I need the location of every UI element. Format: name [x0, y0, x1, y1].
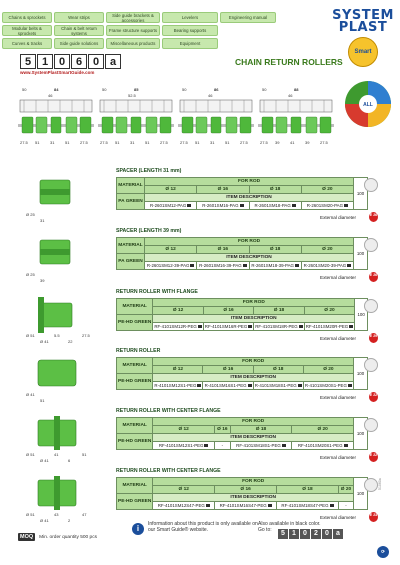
item-code-text: R-2601SM20-PAG: [306, 203, 344, 208]
roller: [211, 117, 221, 133]
item-code-text: -: [221, 443, 224, 448]
rod-size: Ø 12: [145, 186, 197, 194]
chain-plate: [260, 100, 332, 112]
goto-digit: 5: [278, 529, 288, 539]
rod-size: Ø 12: [153, 426, 215, 434]
chain-drawing: [98, 87, 174, 145]
item-code[interactable]: [304, 323, 354, 331]
rod-size: Ø 16: [197, 246, 249, 254]
roller: [80, 117, 91, 133]
drawing-bottom-dim: 51: [195, 140, 200, 145]
chain-assembly-drawings: [18, 86, 338, 154]
item-table: [116, 357, 368, 390]
material-header: MATERIAL: [117, 178, 145, 194]
item-code[interactable]: [249, 262, 301, 270]
for-rod-header: FOR ROD: [153, 358, 354, 366]
configuration-icon[interactable]: [364, 238, 378, 252]
rod-size: Ø 16: [197, 186, 249, 194]
rod-size: Ø 16: [214, 426, 230, 434]
code-digit: 5: [20, 54, 36, 69]
item-code[interactable]: [153, 442, 215, 450]
item-code-text: RF-4101SM18S1-PEG: [236, 443, 281, 448]
roller: [196, 117, 207, 133]
drawing-bottom-dim: 51: [145, 140, 150, 145]
nav-button[interactable]: Miscellaneous products: [106, 38, 160, 49]
cart-icon[interactable]: [204, 444, 208, 447]
item-code[interactable]: [301, 202, 353, 210]
item-table: [116, 177, 368, 210]
info-icon: i: [132, 523, 144, 535]
part-drawing: [20, 348, 100, 404]
item-code[interactable]: [153, 502, 215, 510]
item-code-text: R-4101SM16S1-PEG: [204, 383, 247, 388]
chain-drawing: [178, 87, 254, 145]
item-code-text: RF-4101SM20R-PEG: [305, 324, 349, 329]
roller: [102, 117, 113, 133]
material-header: MATERIAL: [117, 418, 153, 434]
nav-button[interactable]: Engineering manual: [220, 12, 276, 23]
rod-size: Ø 20: [338, 486, 353, 494]
roller: [22, 117, 33, 133]
drawing-top-dim: 50: [22, 87, 27, 92]
rod-size: Ø 20: [292, 426, 354, 434]
part-dimension: 39: [40, 278, 45, 283]
quantity-cell: 100: [354, 358, 368, 390]
code-digit: 6: [71, 54, 87, 69]
roller: [131, 117, 141, 133]
product-section: [20, 289, 382, 347]
part-dimension: Ø 41: [40, 518, 49, 523]
svg-text:ALL: ALL: [363, 102, 373, 108]
external-diameter-label: External diameter: [320, 455, 357, 460]
rod-size: Ø 18: [249, 186, 301, 194]
chain-plate: [180, 100, 252, 112]
drawing-bottom-dim: 41: [290, 140, 295, 145]
diameter-tag: E 22: [369, 392, 378, 402]
part-drawing: [20, 228, 100, 284]
drawing-bottom-dim: 31: [210, 140, 215, 145]
item-code-text: RF-4101SM12S1-PEG: [158, 443, 204, 448]
item-code-text: R-4101SM12S1-PEG: [154, 383, 197, 388]
drawing-bottom-dim: 51: [65, 140, 70, 145]
drawing-tag: 85: [134, 87, 139, 92]
nav-button[interactable]: Bearing supports: [162, 25, 218, 36]
rod-size: Ø 20: [301, 246, 353, 254]
drawing-bottom-dim: 27.5: [100, 140, 108, 145]
rod-size: Ø 18: [253, 366, 303, 374]
material-value: PE-HD GREEN: [117, 315, 153, 331]
roller: [146, 117, 157, 133]
cart-icon[interactable]: [268, 504, 272, 507]
item-code-text: -: [345, 503, 347, 508]
cart-icon[interactable]: [206, 504, 210, 507]
item-code[interactable]: [203, 382, 253, 390]
rod-size: Ø 16: [215, 486, 277, 494]
item-code-text: RF-4101SM20S1-PEG: [297, 443, 343, 448]
cart-icon[interactable]: [197, 384, 201, 387]
also-available: Also available in black color.: [258, 521, 321, 527]
cart-icon[interactable]: [248, 384, 252, 387]
item-code-text: R-2601SM20-39-PAG: [303, 263, 347, 268]
part-flange: [54, 416, 60, 450]
diameter-tag: E 29: [369, 333, 378, 343]
material-value: PE-HD GREEN: [117, 434, 153, 450]
rod-size: Ø 16: [203, 366, 253, 374]
item-code-text: R-4101SM18S1-PEG: [254, 383, 297, 388]
roller: [291, 117, 301, 133]
part-drawing: [20, 168, 100, 224]
part-drawing: [20, 408, 100, 464]
item-code[interactable]: [277, 502, 339, 510]
cart-icon[interactable]: [344, 444, 348, 447]
cart-icon[interactable]: [330, 504, 334, 507]
part-drawing: [20, 468, 100, 524]
roller: [320, 117, 331, 133]
part-dimension: Ø 51: [26, 452, 35, 457]
roller: [262, 117, 273, 133]
roller: [240, 117, 251, 133]
item-table: [116, 417, 368, 450]
item-code[interactable]: [230, 442, 292, 450]
goto-digit: 0: [322, 529, 332, 539]
material-value: PE-HD GREEN: [117, 374, 153, 390]
material-value: PA GREEN: [117, 194, 145, 210]
item-code-text: RF-4101SM18R-PEG: [255, 324, 298, 329]
drawing-code: 46: [48, 93, 53, 98]
item-description-header: ITEM DESCRIPTION: [153, 315, 355, 323]
item-description-header: ITEM DESCRIPTION: [153, 434, 354, 442]
page-code-vertical: 51060a: [378, 478, 382, 490]
nav-button[interactable]: Modular belts & sprockets: [2, 25, 52, 36]
configuration-icon[interactable]: [364, 478, 378, 492]
part-drawing: [20, 289, 100, 345]
drawing-code: 46: [288, 93, 293, 98]
part-bore: [40, 249, 70, 255]
drawing-bottom-dim: 39: [305, 140, 310, 145]
chain-plate: [20, 100, 92, 112]
product-section: [20, 408, 382, 466]
chain-drawing: [258, 87, 334, 145]
rod-size: Ø 18: [254, 307, 304, 315]
drawing-top-dim: 50: [262, 87, 267, 92]
part-dimension: Ø 51: [26, 333, 35, 338]
product-code: [20, 54, 121, 69]
part-dimension: 5.5: [54, 333, 60, 338]
for-rod-header: FOR ROD: [153, 478, 354, 486]
item-code[interactable]: [249, 202, 301, 210]
cart-icon[interactable]: [292, 204, 296, 207]
for-rod-header: FOR ROD: [145, 238, 354, 246]
section-title: RETURN ROLLER WITH CENTER FLANGE: [116, 408, 221, 414]
part-flange: [38, 297, 44, 333]
cart-icon[interactable]: [295, 264, 299, 267]
item-code-text: RF-4101SM16S47-PEG: [219, 503, 267, 508]
part-dimension: 22: [68, 339, 73, 344]
configuration-icon[interactable]: [364, 358, 378, 372]
drawing-bottom-dim: 51: [115, 140, 120, 145]
part-dimension: Ø 51: [26, 512, 35, 517]
item-code[interactable]: [301, 262, 353, 270]
product-section: [20, 168, 382, 226]
item-code[interactable]: [197, 202, 249, 210]
material-value: PA GREEN: [117, 254, 145, 270]
part-dimension: 41: [54, 452, 59, 457]
section-title: RETURN ROLLER WITH CENTER FLANGE: [116, 468, 221, 474]
brand-name-line1: SYSTEM: [332, 8, 394, 23]
product-section: [20, 228, 382, 286]
drawing-bottom-dim: 51: [35, 140, 40, 145]
external-diameter-label: External diameter: [320, 336, 357, 341]
brand-name-line2: PLAST: [338, 20, 388, 35]
nav-button[interactable]: Equipment: [162, 38, 218, 49]
roller: [276, 117, 287, 133]
chain-drawing: [18, 87, 94, 145]
part-dimension: Ø 41: [40, 339, 49, 344]
diameter-tag: E 26: [369, 212, 378, 222]
drawing-code: 46: [208, 93, 213, 98]
product-section: [20, 468, 382, 526]
code-digit: a: [105, 54, 121, 69]
category-navigation: [2, 12, 280, 49]
code-digit: 1: [37, 54, 53, 69]
section-title: SPACER (LENGTH 39 mm): [116, 228, 182, 234]
nav-button[interactable]: Frame structure supports: [106, 25, 160, 36]
rod-size: Ø 12: [153, 307, 203, 315]
external-diameter-label: External diameter: [320, 215, 357, 220]
cart-icon[interactable]: [187, 204, 191, 207]
part-dimension: 27.5: [82, 333, 90, 338]
cart-icon[interactable]: [348, 384, 352, 387]
page-number-badge: ⟳: [377, 546, 389, 558]
drawing-bottom-dim: 27.5: [160, 140, 168, 145]
part-dimension: 43: [54, 512, 59, 517]
website-link[interactable]: www.SystemPlastSmartGuide.com: [20, 70, 95, 75]
material-header: MATERIAL: [117, 238, 145, 254]
drawing-tag: 84: [54, 87, 59, 92]
item-code[interactable]: [203, 323, 253, 331]
configuration-icon[interactable]: [364, 418, 378, 432]
part-dimension: 31: [40, 218, 45, 223]
drawing-bottom-dim: 27.5: [20, 140, 28, 145]
smart-guide-badge: Smart: [348, 37, 378, 67]
page-title: CHAIN RETURN ROLLERS: [235, 57, 343, 67]
part-flange: [54, 476, 60, 510]
cart-icon[interactable]: [190, 264, 194, 267]
code-digit: 0: [88, 54, 104, 69]
item-code[interactable]: [338, 502, 353, 510]
moq-text: Min. order quantity 500 pcs: [39, 534, 98, 540]
roller: [36, 117, 47, 133]
configuration-icon[interactable]: [364, 299, 378, 313]
moq-note: [18, 533, 97, 541]
moq-icon: MOQ: [20, 534, 34, 540]
nav-button[interactable]: Side guide brackets & accessories: [106, 12, 160, 23]
item-table: [116, 237, 368, 270]
drawing-bottom-dim: 27.5: [320, 140, 328, 145]
item-code[interactable]: [145, 202, 197, 210]
rod-size: Ø 20: [303, 366, 353, 374]
cart-icon[interactable]: [282, 444, 286, 447]
goto-digit: 1: [289, 529, 299, 539]
drawing-top-dim: 50: [102, 87, 107, 92]
item-table: [116, 298, 368, 331]
item-code-text: RF-4101SM12S47-PEG: [157, 503, 205, 508]
item-code-text: RF-4101SM12R-PEG: [154, 324, 197, 329]
external-diameter-label: External diameter: [320, 395, 357, 400]
item-code[interactable]: [253, 382, 303, 390]
drawing-tag: 88: [294, 87, 299, 92]
cart-icon[interactable]: [240, 204, 244, 207]
item-code[interactable]: [197, 262, 249, 270]
part-bore: [40, 189, 70, 195]
material-header: MATERIAL: [117, 358, 153, 374]
cart-icon[interactable]: [198, 325, 202, 328]
cart-icon[interactable]: [299, 325, 303, 328]
item-description-header: ITEM DESCRIPTION: [145, 194, 354, 202]
external-diameter-label: External diameter: [320, 275, 357, 280]
part-dimension: 51: [40, 398, 45, 403]
quantity-cell: 100: [355, 299, 368, 331]
part-dimension: 6: [68, 458, 71, 463]
rod-size: Ø 16: [203, 307, 253, 315]
nav-button[interactable]: Chain & belt return systems: [54, 25, 104, 36]
item-code[interactable]: [214, 442, 230, 450]
rod-size: Ø 12: [145, 246, 197, 254]
section-title: RETURN ROLLER WITH FLANGE: [116, 289, 198, 295]
item-code-text: R-2601SM16-PAG: [202, 203, 239, 208]
goto-code[interactable]: [278, 529, 343, 539]
part-dimension: Ø 25: [26, 272, 35, 277]
part-dimension: 51: [82, 452, 87, 457]
part-dimension: Ø 25: [26, 212, 35, 217]
quantity-cell: 100: [354, 178, 368, 210]
drawing-tag: 86: [214, 87, 219, 92]
material-value: PE-HD GREEN: [117, 494, 153, 510]
roller: [66, 117, 77, 133]
item-code[interactable]: [215, 502, 277, 510]
item-code[interactable]: [254, 323, 304, 331]
product-section: [20, 348, 382, 406]
roller: [116, 117, 127, 133]
rod-size: Ø 18: [249, 246, 301, 254]
part-dimension: 2: [68, 518, 71, 523]
roller: [182, 117, 193, 133]
nav-button[interactable]: Curves & tracks: [2, 38, 52, 49]
item-code-text: RF-4101SM18S47-PEG: [281, 503, 329, 508]
material-header: MATERIAL: [117, 299, 153, 315]
item-description-header: ITEM DESCRIPTION: [153, 374, 354, 382]
diameter-tag: E 23: [369, 512, 378, 522]
roller: [160, 117, 171, 133]
item-code-text: R-2601SM12-PAG: [149, 203, 187, 208]
part-dimension: 47: [82, 512, 87, 517]
section-title: SPACER (LENGTH 31 mm): [116, 168, 182, 174]
item-code[interactable]: [145, 262, 197, 270]
drawing-bottom-dim: 39: [275, 140, 280, 145]
item-code-text: R-2601SM16-39-PAG: [199, 263, 242, 268]
item-code-text: R-2601SM12-39-PAG: [146, 263, 190, 268]
item-description-header: ITEM DESCRIPTION: [145, 254, 354, 262]
item-table: [116, 477, 368, 510]
drawing-bottom-dim: 27.5: [80, 140, 88, 145]
nav-button[interactable]: Chains & sprockets: [2, 12, 52, 23]
drawing-bottom-dim: 51: [225, 140, 230, 145]
part-body: [38, 360, 76, 386]
item-code[interactable]: [303, 382, 353, 390]
item-code-text: R-2601SM18-PAG: [254, 203, 291, 208]
goto-label: Go to:: [258, 527, 272, 533]
quantity-cell: 100: [354, 418, 368, 450]
external-diameter-label: External diameter: [320, 515, 357, 520]
rod-size: Ø 18: [277, 486, 339, 494]
application-wheel-icon: [344, 80, 392, 128]
goto-digit: a: [333, 529, 343, 539]
code-digit: 0: [54, 54, 70, 69]
cart-icon[interactable]: [349, 325, 353, 328]
cart-icon[interactable]: [344, 204, 348, 207]
cart-icon[interactable]: [248, 325, 252, 328]
part-body: [42, 303, 72, 327]
item-code-text: R-4101SM20S1-PEG: [304, 383, 347, 388]
quantity-cell: 100: [354, 478, 368, 510]
rod-size: Ø 18: [230, 426, 292, 434]
nav-button[interactable]: Levelers: [162, 12, 218, 23]
item-code[interactable]: [153, 382, 203, 390]
section-title: RETURN ROLLER: [116, 348, 161, 354]
drawing-code: 52.5: [128, 93, 136, 98]
drawing-bottom-dim: 31: [130, 140, 135, 145]
nav-button[interactable]: Wear strips: [54, 12, 104, 23]
rod-size: Ø 12: [153, 366, 203, 374]
item-description-header: ITEM DESCRIPTION: [153, 494, 354, 502]
cart-icon[interactable]: [347, 264, 351, 267]
item-code-text: R-2601SM18-39-PAG: [251, 263, 294, 268]
chain-plate: [100, 100, 172, 112]
part-dimension: Ø 41: [40, 458, 49, 463]
rod-size: Ø 12: [153, 486, 215, 494]
diameter-tag: E 26: [369, 272, 378, 282]
rod-size: Ø 20: [304, 307, 354, 315]
rod-size: Ø 20: [301, 186, 353, 194]
item-code[interactable]: [153, 323, 203, 331]
item-code-text: RF-4101SM16R-PEG: [204, 324, 248, 329]
cart-icon[interactable]: [298, 384, 302, 387]
diameter-tag: E 22: [369, 452, 378, 462]
item-code[interactable]: [292, 442, 354, 450]
part-dimension: Ø 41: [26, 392, 35, 397]
roller: [306, 117, 317, 133]
for-rod-header: FOR ROD: [153, 299, 355, 307]
drawing-top-dim: 50: [182, 87, 187, 92]
quantity-cell: 100: [354, 238, 368, 270]
for-rod-header: FOR ROD: [153, 418, 354, 426]
drawing-bottom-dim: 27.5: [180, 140, 188, 145]
configuration-icon[interactable]: [364, 178, 378, 192]
drawing-bottom-dim: 31: [50, 140, 55, 145]
drawing-bottom-dim: 27.5: [260, 140, 268, 145]
smart-guide-info: Information about this product is only available on our Smart Guide® website.: [148, 521, 258, 533]
roller: [51, 117, 61, 133]
cart-icon[interactable]: [243, 264, 247, 267]
for-rod-header: FOR ROD: [145, 178, 354, 186]
nav-button[interactable]: Side guide solutions: [54, 38, 104, 49]
roller: [226, 117, 237, 133]
material-header: MATERIAL: [117, 478, 153, 494]
goto-digit: 0: [300, 529, 310, 539]
goto-digit: 2: [311, 529, 321, 539]
drawing-bottom-dim: 27.5: [240, 140, 248, 145]
